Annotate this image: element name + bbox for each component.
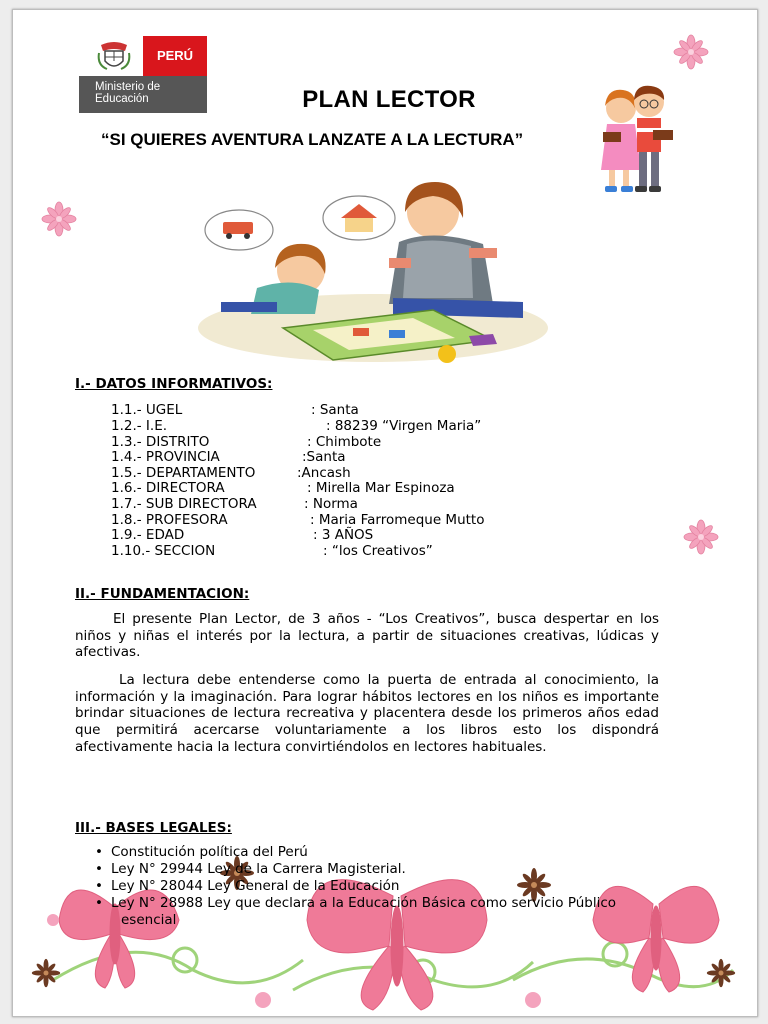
pink-flower-icon <box>683 519 719 555</box>
datos-heading: I.- DATOS INFORMATIVOS: <box>75 376 273 392</box>
reading-children-illustration <box>589 74 681 202</box>
list-item: • Ley N° 29944 Ley de la Carrera Magisterial. <box>95 861 616 878</box>
document-subtitle: “SI QUIERES AVENTURA LANZATE A LA LECTURA” <box>101 130 524 149</box>
datos-value: :Santa <box>302 449 346 465</box>
fundamentacion-heading: II.- FUNDAMENTACION: <box>75 586 250 602</box>
fundamentacion-paragraph-2: La lectura debe entenderse como la puerta de entrada al conocimiento, la información y la imaginación. Para lograr hábitos lectores en los niños es importante brindar situaciones de lectura recreativa y placentera desde los primeros años edad que permitirá acercarse voluntariamente a los libros esto los dispondrá afectivamente hacia la lectura convirtiéndolos en lectores habituales. <box>75 672 659 755</box>
coat-of-arms-icon <box>97 41 131 73</box>
datos-label: 1.7.- SUB DIRECTORA <box>111 496 257 512</box>
document-title: PLAN LECTOR <box>302 86 476 113</box>
datos-value: : “los Creativos” <box>323 543 433 559</box>
logo-ministry-line1: Ministerio de <box>95 81 161 93</box>
datos-value: : Mirella Mar Espinoza <box>307 480 455 496</box>
datos-label: 1.4.- PROVINCIA <box>111 449 220 465</box>
datos-value: :Ancash <box>297 465 351 481</box>
brown-flower-icon <box>31 958 61 988</box>
datos-value: : Santa <box>311 402 359 418</box>
bases-heading: III.- BASES LEGALES: <box>75 820 232 836</box>
datos-label: 1.2.- I.E. <box>111 418 168 434</box>
datos-label: 1.3.- DISTRITO <box>111 434 210 450</box>
datos-label: 1.1.- UGEL <box>111 402 183 418</box>
mother-child-board-game-illustration <box>193 178 553 364</box>
datos-label: 1.10.- SECCION <box>111 543 216 559</box>
bases-list <box>95 844 616 929</box>
list-item: • Constitución política del Perú <box>95 844 616 861</box>
datos-value: : Chimbote <box>307 434 382 450</box>
pink-flower-icon <box>673 34 709 70</box>
list-item: • Ley N° 28988 Ley que declara a la Educación Básica como servicio Público <box>95 895 616 912</box>
datos-value: : Maria Farromeque Mutto <box>310 512 485 528</box>
logo-ministry-line2: Educación <box>95 93 149 105</box>
list-item-continuation: esencial <box>121 912 177 928</box>
list-item: • Ley N° 28044 Ley General de la Educación <box>95 878 616 895</box>
datos-label: 1.9.- EDAD <box>111 527 185 543</box>
datos-value: : 88239 “Virgen Maria” <box>326 418 482 434</box>
logo-country: PERÚ <box>143 36 207 76</box>
datos-label: 1.8.- PROFESORA <box>111 512 228 528</box>
pink-flower-icon <box>41 201 77 237</box>
datos-label: 1.5.- DEPARTAMENTO <box>111 465 256 481</box>
brown-flower-icon <box>706 958 736 988</box>
fundamentacion-paragraph-1: El presente Plan Lector, de 3 años - “Los Creativos”, busca despertar en los niños y niñas el interés por la lectura, a partir de situaciones creativas, lúdicas y afectivas. <box>75 611 659 661</box>
document-page <box>12 9 758 1017</box>
datos-value: : 3 AÑOS <box>313 527 374 543</box>
datos-label: 1.6.- DIRECTORA <box>111 480 225 496</box>
datos-value: : Norma <box>304 496 358 512</box>
